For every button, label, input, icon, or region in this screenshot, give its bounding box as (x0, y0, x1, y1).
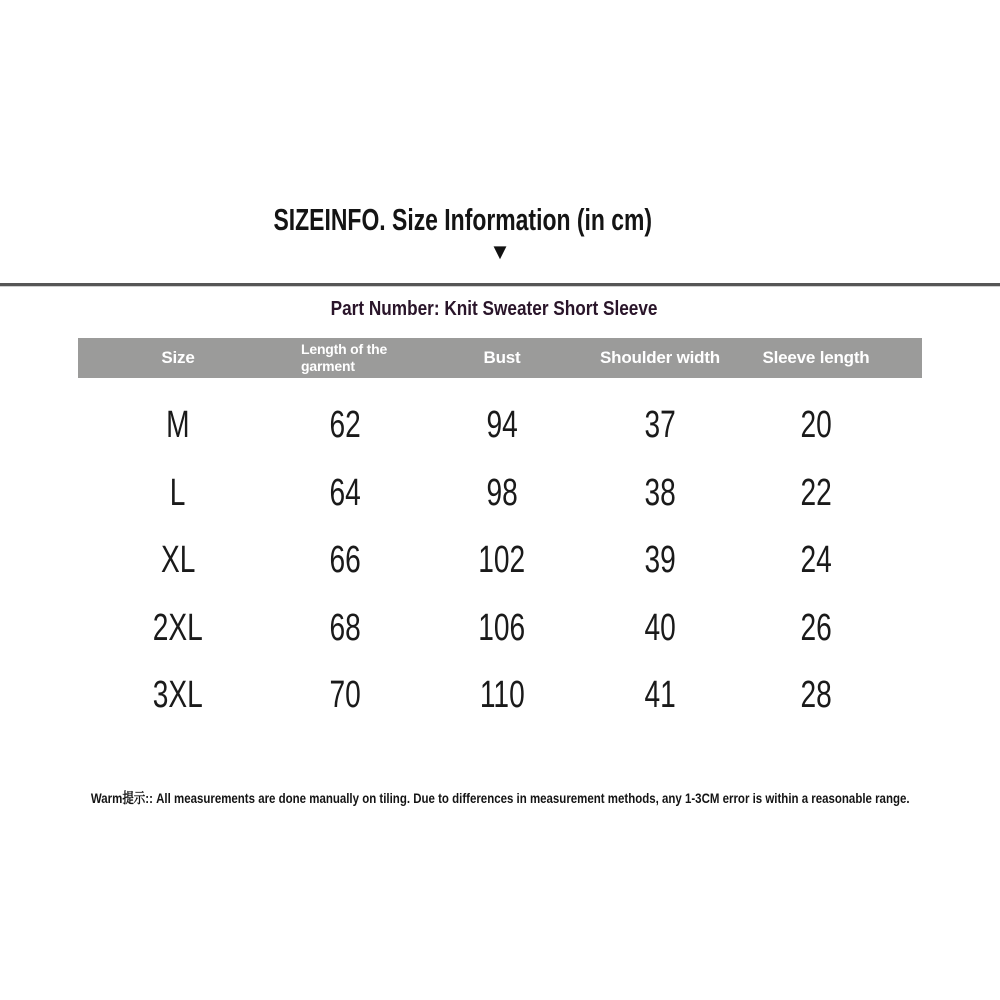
measurement-note (0, 788, 1000, 809)
measurement-cell: 102 (478, 539, 526, 582)
measurement-cell: 106 (478, 606, 526, 649)
measurement-cell: 28 (800, 674, 832, 717)
measurement-cell: 20 (800, 404, 832, 447)
size-cell: XL (160, 539, 196, 582)
page-title-text: SIZEINFO. Size Information (in cm) (273, 202, 653, 237)
part-number-line (0, 296, 1000, 324)
col-header-size: Size (161, 348, 195, 367)
col-header-garment-length: Length of the garment (301, 341, 388, 374)
table-row (78, 662, 922, 730)
col-header-sleeve-length: Sleeve length (762, 348, 870, 367)
divider-line (0, 283, 1000, 287)
measurement-cell: 68 (329, 606, 361, 649)
table-row (78, 392, 922, 460)
measurement-cell: 110 (479, 674, 525, 717)
measurement-cell: 66 (329, 539, 361, 582)
measurement-cell: 22 (800, 471, 832, 514)
measurement-cell: 64 (329, 471, 361, 514)
measurement-cell: 70 (329, 674, 361, 717)
size-table (78, 338, 922, 730)
measurement-cell: 94 (486, 404, 518, 447)
measurement-cell: 37 (644, 404, 676, 447)
measurement-cell: 98 (486, 471, 518, 514)
table-body (78, 378, 922, 730)
measurement-cell: 41 (644, 674, 676, 717)
down-arrow-icon: ▼ (489, 239, 511, 264)
table-row (78, 460, 922, 528)
table-row (78, 527, 922, 595)
measurement-cell: 26 (800, 606, 832, 649)
size-cell: 3XL (152, 674, 204, 717)
part-number-text: Part Number: Knit Sweater Short Sleeve (330, 298, 658, 320)
page-title (0, 202, 1000, 244)
size-cell: L (170, 471, 186, 514)
col-header-shoulder-width: Shoulder width (600, 348, 720, 367)
table-row (78, 595, 922, 663)
measurement-note-text: Warm提示:: All measurements are done manually on tiling. Due to differences in measurement methods, any 1-3CM error is within a reasonable range. (90, 790, 910, 806)
measurement-cell: 40 (644, 606, 676, 649)
size-cell: M (166, 404, 190, 447)
size-cell: 2XL (152, 606, 204, 649)
measurement-cell: 38 (644, 471, 676, 514)
table-header-row (78, 338, 922, 378)
col-header-bust: Bust (483, 348, 521, 367)
measurement-cell: 39 (644, 539, 676, 582)
measurement-cell: 24 (800, 539, 832, 582)
measurement-cell: 62 (329, 404, 361, 447)
